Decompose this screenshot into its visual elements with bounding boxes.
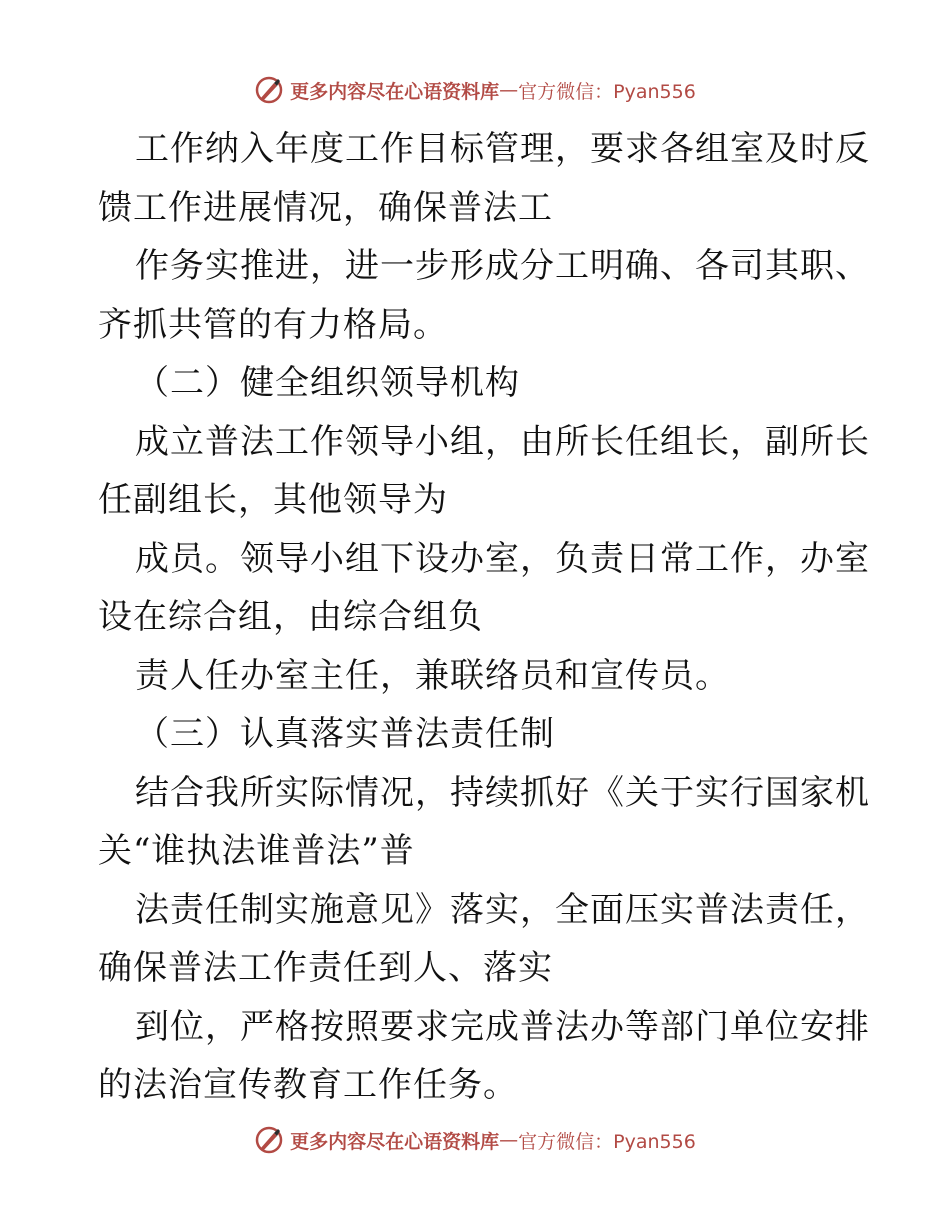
paragraph-line: 确保普法工作责任到人、落实 xyxy=(98,948,553,988)
paragraph-line: 法责任制实施意见》落实，全面压实普法责任， xyxy=(135,889,870,930)
section-heading: （三）认真落实普法责任制 xyxy=(135,714,555,754)
banner-dash: — xyxy=(499,79,519,101)
banner-title: 更多内容尽在心语资料库 xyxy=(290,1130,500,1153)
paragraph-line: 责人任办室主任，兼联络员和宣传员。 xyxy=(135,655,730,696)
paragraph-line: 馈工作进展情况，确保普法工 xyxy=(98,187,553,228)
banner-dash: — xyxy=(499,1129,519,1151)
footer-banner xyxy=(0,1120,950,1160)
logo-icon xyxy=(254,1125,284,1155)
paragraph-line: 结合我所实际情况，持续抓好《关于实行国家机 xyxy=(135,772,870,813)
paragraph-line: 作务实推进，进一步形成分工明确、各司其职、 xyxy=(135,246,870,286)
paragraph-line: 工作纳入年度工作目标管理，要求各组室及时反 xyxy=(135,129,870,169)
paragraph-line: 到位，严格按照要求完成普法办等部门单位安排 xyxy=(135,1006,870,1047)
section-heading: （二）健全组织领导机构 xyxy=(135,363,520,403)
logo-icon xyxy=(254,75,284,105)
paragraph-line: 关“谁执法谁普法”普 xyxy=(98,831,415,871)
paragraph-line: 成立普法工作领导小组，由所长任组长，副所长 xyxy=(135,421,870,462)
paragraph-line: 的法治宣传教育工作任务。 xyxy=(98,1065,518,1105)
banner-title: 更多内容尽在心语资料库 xyxy=(290,80,500,103)
banner-wechat: 官方微信：Pyan556 xyxy=(518,80,696,103)
paragraph-line: 设在综合组，由综合组负 xyxy=(98,597,483,637)
paragraph-line: 成员。领导小组下设办室，负责日常工作，办室 xyxy=(135,538,870,579)
paragraph-line: 任副组长，其他领导为 xyxy=(98,480,448,520)
document-body xyxy=(98,120,870,1115)
header-banner xyxy=(0,70,950,110)
paragraph-line: 齐抓共管的有力格局。 xyxy=(98,304,448,345)
banner-wechat: 官方微信：Pyan556 xyxy=(518,1130,696,1153)
